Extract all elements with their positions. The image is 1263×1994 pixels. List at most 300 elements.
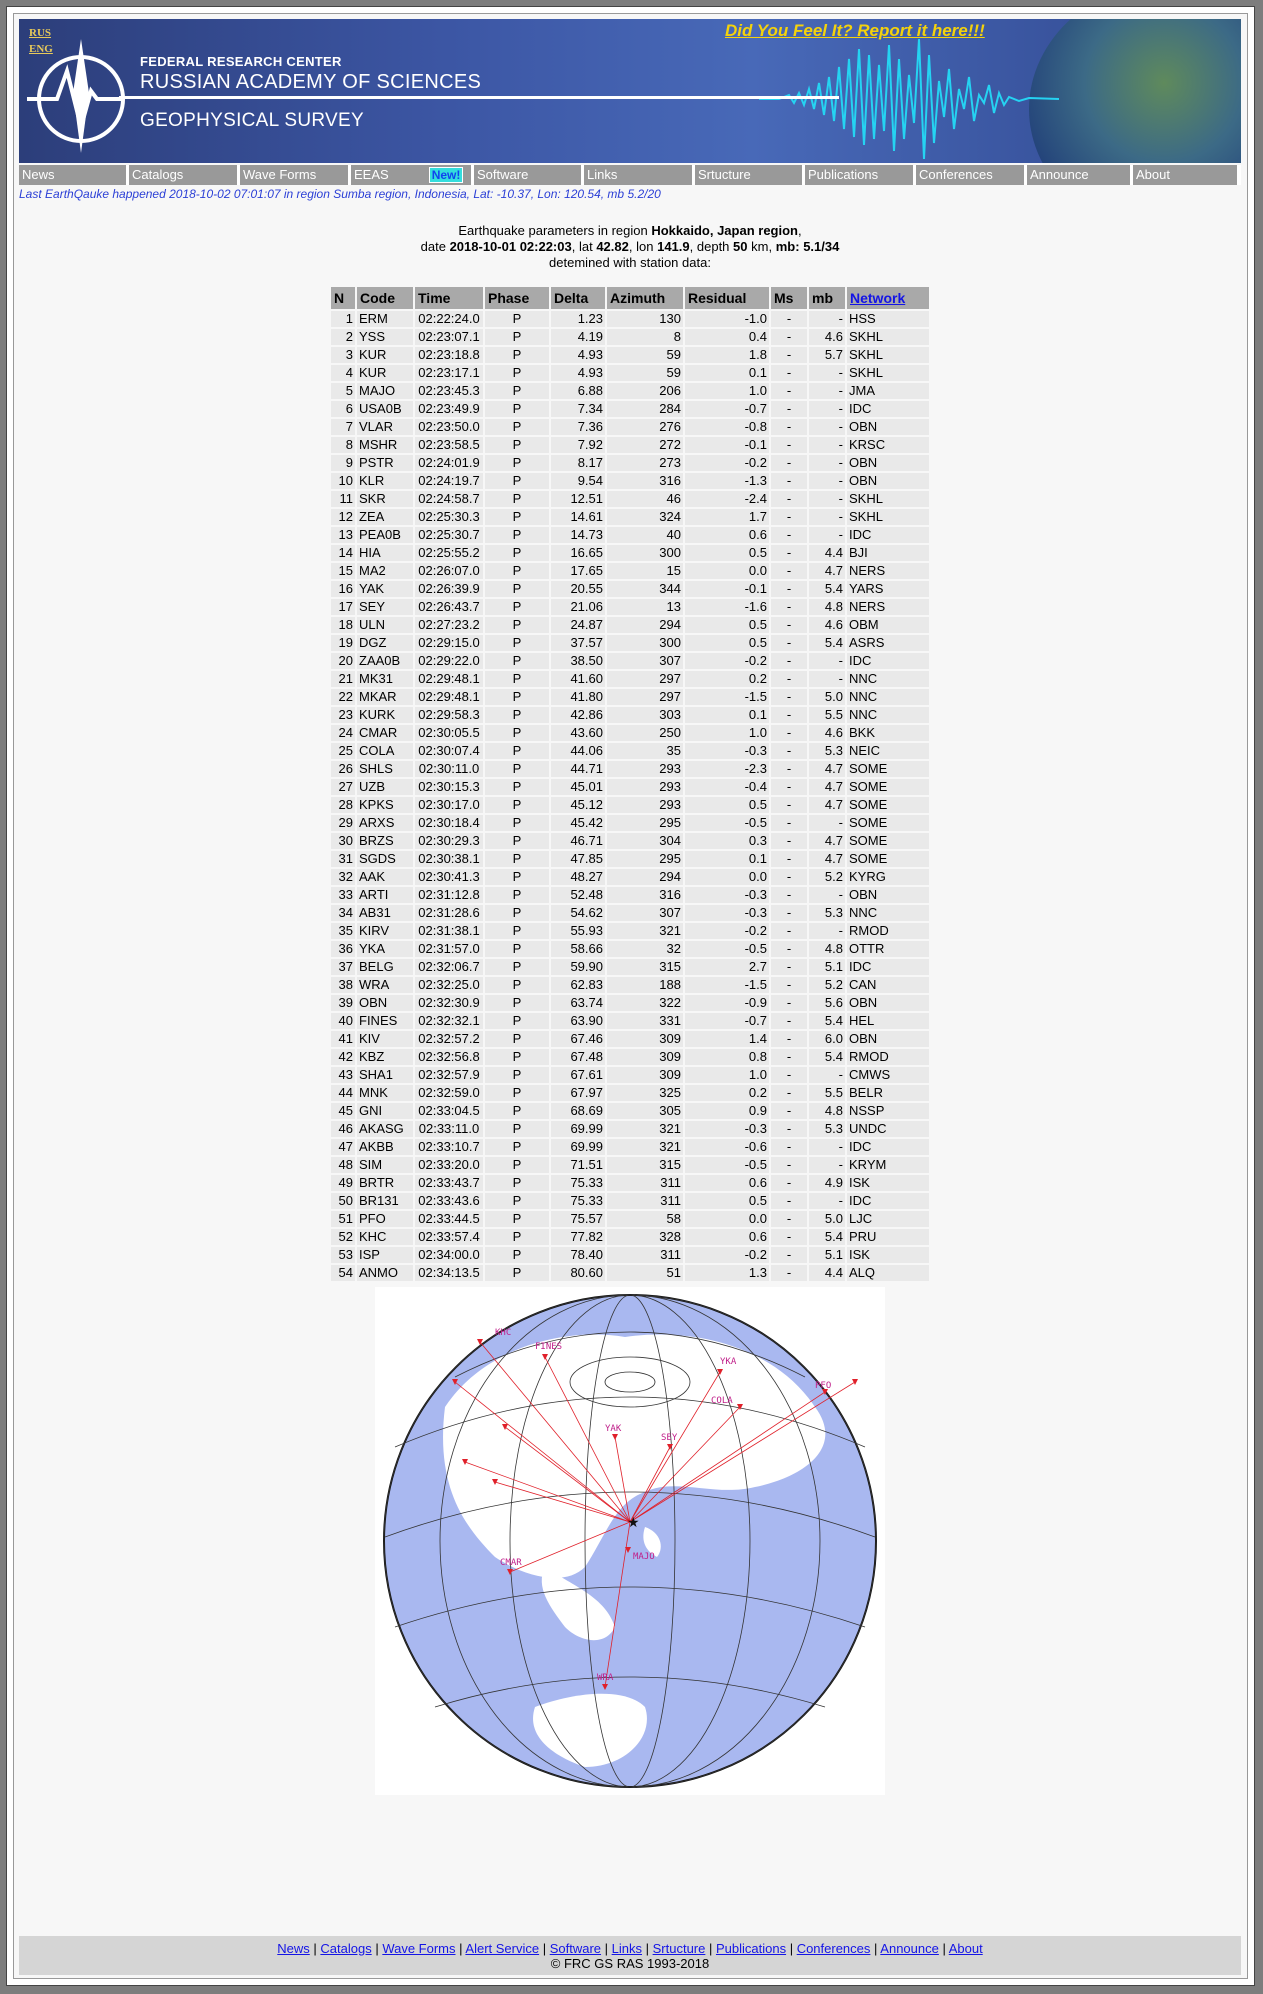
cell-delta: 59.90 (551, 959, 605, 975)
nav-structure[interactable]: Srtucture (695, 165, 802, 185)
cell-azimuth: 311 (607, 1193, 683, 1209)
nav-software[interactable]: Software (474, 165, 581, 185)
cell-phase: P (485, 1265, 549, 1281)
cell-delta: 67.46 (551, 1031, 605, 1047)
cell-mb: 5.2 (809, 869, 845, 885)
cell-mb: 5.6 (809, 995, 845, 1011)
cell-network: NEIC (847, 743, 929, 759)
col-code: Code (357, 287, 413, 309)
station-map (375, 1287, 885, 1795)
nav-about[interactable]: About (1133, 165, 1237, 185)
cell-ms: - (771, 1103, 807, 1119)
cell-network: ISK (847, 1247, 929, 1263)
nav-conferences[interactable]: Conferences (916, 165, 1024, 185)
footer-software[interactable]: Software (549, 1941, 602, 1956)
cell-delta: 62.83 (551, 977, 605, 993)
cell-residual: -1.3 (685, 473, 769, 489)
cell-ms: - (771, 563, 807, 579)
cell-code: MAJO (357, 383, 413, 399)
cell-time: 02:30:05.5 (415, 725, 483, 741)
cell-phase: P (485, 1157, 549, 1173)
cell-ms: - (771, 365, 807, 381)
cell-mb: - (809, 527, 845, 543)
cell-ms: - (771, 1139, 807, 1155)
table-row (331, 347, 929, 363)
cell-delta: 75.33 (551, 1193, 605, 1209)
cell-n: 28 (331, 797, 355, 813)
cell-mb: 5.5 (809, 1085, 845, 1101)
cell-mb: 4.6 (809, 329, 845, 345)
cell-time: 02:22:24.0 (415, 311, 483, 327)
cell-delta: 69.99 (551, 1121, 605, 1137)
table-row (331, 509, 929, 525)
cell-residual: 2.7 (685, 959, 769, 975)
cell-time: 02:33:20.0 (415, 1157, 483, 1173)
cell-time: 02:33:44.5 (415, 1211, 483, 1227)
cell-residual: -0.8 (685, 419, 769, 435)
table-row (331, 545, 929, 561)
table-row (331, 1265, 929, 1281)
cell-time: 02:25:30.3 (415, 509, 483, 525)
col-phase: Phase (485, 287, 549, 309)
cell-time: 02:31:38.1 (415, 923, 483, 939)
network-sort-link[interactable]: Network (850, 290, 906, 306)
cell-residual: 0.1 (685, 851, 769, 867)
cell-delta: 38.50 (551, 653, 605, 669)
cell-phase: P (485, 1121, 549, 1137)
cell-code: ZEA (357, 509, 413, 525)
cell-mb: - (809, 887, 845, 903)
cell-ms: - (771, 1247, 807, 1263)
cell-residual: 1.7 (685, 509, 769, 525)
table-row (331, 905, 929, 921)
cell-network: UNDC (847, 1121, 929, 1137)
cell-mb: - (809, 1139, 845, 1155)
cell-delta: 78.40 (551, 1247, 605, 1263)
cell-phase: P (485, 383, 549, 399)
cell-ms: - (771, 815, 807, 831)
nav-publications[interactable]: Publications (805, 165, 913, 185)
cell-time: 02:33:10.7 (415, 1139, 483, 1155)
cell-mb: 4.7 (809, 779, 845, 795)
footer-news[interactable]: News (277, 1941, 310, 1956)
cell-mb: 4.9 (809, 1175, 845, 1191)
cell-n: 15 (331, 563, 355, 579)
cell-time: 02:30:15.3 (415, 779, 483, 795)
lat-label: lat (578, 239, 593, 254)
cell-phase: P (485, 437, 549, 453)
cell-time: 02:23:07.1 (415, 329, 483, 345)
nav-wave-forms[interactable]: Wave Forms (240, 165, 348, 185)
cell-ms: - (771, 941, 807, 957)
table-row (331, 473, 929, 489)
cell-ms: - (771, 743, 807, 759)
cell-delta: 14.61 (551, 509, 605, 525)
cell-network: IDC (847, 1193, 929, 1209)
cell-time: 02:26:07.0 (415, 563, 483, 579)
cell-ms: - (771, 311, 807, 327)
cell-ms: - (771, 545, 807, 561)
cell-residual: -0.5 (685, 1157, 769, 1173)
cell-network: NNC (847, 707, 929, 723)
cell-mb: - (809, 1193, 845, 1209)
cell-delta: 77.82 (551, 1229, 605, 1245)
cell-mb: 4.4 (809, 545, 845, 561)
table-row (331, 1193, 929, 1209)
cell-n: 44 (331, 1085, 355, 1101)
cell-delta: 21.06 (551, 599, 605, 615)
station-data-note: detemined with station data: (549, 255, 711, 270)
cell-residual: -0.7 (685, 1013, 769, 1029)
cell-azimuth: 13 (607, 599, 683, 615)
cell-time: 02:33:43.7 (415, 1175, 483, 1191)
cell-time: 02:32:06.7 (415, 959, 483, 975)
cell-ms: - (771, 437, 807, 453)
cell-n: 49 (331, 1175, 355, 1191)
nav-announce[interactable]: Announce (1027, 165, 1130, 185)
cell-phase: P (485, 527, 549, 543)
cell-delta: 12.51 (551, 491, 605, 507)
inner-frame (13, 13, 1248, 1979)
map-label-yak: YAK (605, 1424, 622, 1434)
lang-rus-link[interactable]: RUS (29, 27, 52, 39)
cell-azimuth: 303 (607, 707, 683, 723)
cell-azimuth: 8 (607, 329, 683, 345)
map-label-fines: FINES (535, 1342, 563, 1352)
cell-residual: -0.3 (685, 1121, 769, 1137)
footer-alert-service[interactable]: Alert Service (465, 1941, 540, 1956)
event-lon: 141.9 (657, 239, 690, 254)
cell-ms: - (771, 347, 807, 363)
cell-code: KUR (357, 365, 413, 381)
footer-conferences[interactable]: Conferences (796, 1941, 871, 1956)
cell-network: NNC (847, 689, 929, 705)
cell-mb: 5.3 (809, 1121, 845, 1137)
table-row (331, 815, 929, 831)
cell-network: JMA (847, 383, 929, 399)
cell-azimuth: 309 (607, 1067, 683, 1083)
cell-n: 9 (331, 455, 355, 471)
table-row (331, 635, 929, 651)
table-row (331, 491, 929, 507)
cell-mb: - (809, 815, 845, 831)
lang-eng-link[interactable]: ENG (29, 43, 53, 55)
cell-delta: 43.60 (551, 725, 605, 741)
cell-network: RMOD (847, 1049, 929, 1065)
cell-time: 02:23:49.9 (415, 401, 483, 417)
cell-code: YAK (357, 581, 413, 597)
cell-network: YARS (847, 581, 929, 597)
cell-azimuth: 294 (607, 869, 683, 885)
footer-structure[interactable]: Srtucture (652, 1941, 706, 1956)
cell-delta: 67.48 (551, 1049, 605, 1065)
footer-announce[interactable]: Announce (880, 1941, 939, 1956)
cell-delta: 69.99 (551, 1139, 605, 1155)
cell-n: 51 (331, 1211, 355, 1227)
cell-phase: P (485, 887, 549, 903)
cell-azimuth: 250 (607, 725, 683, 741)
cell-network: HSS (847, 311, 929, 327)
cell-mb: - (809, 383, 845, 399)
table-row (331, 419, 929, 435)
cell-ms: - (771, 383, 807, 399)
date-label: date (420, 239, 446, 254)
cell-azimuth: 321 (607, 923, 683, 939)
cell-phase: P (485, 851, 549, 867)
cell-ms: - (771, 1049, 807, 1065)
cell-network: OBN (847, 995, 929, 1011)
cell-mb: 5.1 (809, 959, 845, 975)
cell-n: 1 (331, 311, 355, 327)
cell-code: DGZ (357, 635, 413, 651)
col-network[interactable] (847, 287, 929, 309)
cell-phase: P (485, 1229, 549, 1245)
cell-network: LJC (847, 1211, 929, 1227)
cell-network: CAN (847, 977, 929, 993)
cell-azimuth: 307 (607, 653, 683, 669)
nav-eeas[interactable] (351, 165, 471, 185)
cell-residual: 0.5 (685, 617, 769, 633)
cell-code: COLA (357, 743, 413, 759)
cell-time: 02:32:57.2 (415, 1031, 483, 1047)
cell-code: MNK (357, 1085, 413, 1101)
cell-azimuth: 300 (607, 635, 683, 651)
table-row (331, 1013, 929, 1029)
cell-code: GNI (357, 1103, 413, 1119)
cell-residual: -0.2 (685, 455, 769, 471)
cell-phase: P (485, 1193, 549, 1209)
cell-time: 02:24:58.7 (415, 491, 483, 507)
cell-phase: P (485, 1013, 549, 1029)
table-row (331, 761, 929, 777)
cell-residual: -0.6 (685, 1139, 769, 1155)
cell-network: BKK (847, 725, 929, 741)
table-row (331, 959, 929, 975)
cell-phase: P (485, 833, 549, 849)
cell-residual: 0.5 (685, 635, 769, 651)
cell-time: 02:23:50.0 (415, 419, 483, 435)
cell-delta: 7.34 (551, 401, 605, 417)
cell-code: VLAR (357, 419, 413, 435)
footer-links-link[interactable]: Links (611, 1941, 642, 1956)
map-label-khc: KHC (495, 1328, 512, 1338)
cell-mb: 5.7 (809, 347, 845, 363)
cell-delta: 46.71 (551, 833, 605, 849)
cell-time: 02:30:17.0 (415, 797, 483, 813)
cell-azimuth: 305 (607, 1103, 683, 1119)
cell-delta: 80.60 (551, 1265, 605, 1281)
cell-phase: P (485, 1175, 549, 1191)
footer-publications[interactable]: Publications (715, 1941, 787, 1956)
nav-catalogs[interactable]: Catalogs (129, 165, 237, 185)
table-row (331, 1229, 929, 1245)
new-badge: New! (429, 167, 464, 183)
cell-azimuth: 331 (607, 1013, 683, 1029)
table-row (331, 1103, 929, 1119)
cell-network: OBN (847, 419, 929, 435)
cell-residual: -0.3 (685, 905, 769, 921)
cell-ms: - (771, 977, 807, 993)
report-felt-link[interactable]: Did You Feel It? Report it here!!! (725, 21, 985, 40)
cell-ms: - (771, 419, 807, 435)
cell-phase: P (485, 653, 549, 669)
cell-residual: -0.9 (685, 995, 769, 1011)
cell-ms: - (771, 527, 807, 543)
cell-mb: 5.5 (809, 707, 845, 723)
cell-mb: 4.6 (809, 617, 845, 633)
cell-residual: -0.1 (685, 437, 769, 453)
cell-code: KHC (357, 1229, 413, 1245)
cell-azimuth: 325 (607, 1085, 683, 1101)
cell-delta: 67.97 (551, 1085, 605, 1101)
cell-azimuth: 328 (607, 1229, 683, 1245)
cell-code: SEY (357, 599, 413, 615)
cell-network: CMWS (847, 1067, 929, 1083)
cell-residual: -0.2 (685, 653, 769, 669)
cell-n: 43 (331, 1067, 355, 1083)
table-row (331, 869, 929, 885)
footer-catalogs[interactable]: Catalogs (320, 1941, 372, 1956)
cell-network: SKHL (847, 329, 929, 345)
cell-residual: 0.3 (685, 833, 769, 849)
cell-residual: 0.2 (685, 1085, 769, 1101)
map-label-yka: YKA (720, 1357, 737, 1367)
nav-eeas-label: EEAS (354, 167, 389, 182)
cell-time: 02:30:29.3 (415, 833, 483, 849)
cell-ms: - (771, 581, 807, 597)
cell-n: 52 (331, 1229, 355, 1245)
cell-network: NNC (847, 671, 929, 687)
cell-ms: - (771, 401, 807, 417)
cell-residual: 0.9 (685, 1103, 769, 1119)
svg-text:★: ★ (627, 1515, 640, 1531)
cell-ms: - (771, 509, 807, 525)
cell-code: BELG (357, 959, 413, 975)
cell-ms: - (771, 1175, 807, 1191)
cell-mb: 4.4 (809, 1265, 845, 1281)
cell-phase: P (485, 1103, 549, 1119)
footer-about[interactable]: About (948, 1941, 983, 1956)
cell-mb: 4.6 (809, 725, 845, 741)
cell-mb: - (809, 923, 845, 939)
table-row (331, 455, 929, 471)
cell-network: SKHL (847, 347, 929, 363)
table-row (331, 527, 929, 543)
org-line-survey: GEOPHYSICAL SURVEY (140, 110, 364, 131)
cell-azimuth: 35 (607, 743, 683, 759)
main-nav (19, 165, 1241, 185)
cell-n: 10 (331, 473, 355, 489)
cell-delta: 7.36 (551, 419, 605, 435)
cell-network: OBN (847, 887, 929, 903)
cell-delta: 54.62 (551, 905, 605, 921)
cell-phase: P (485, 905, 549, 921)
cell-n: 4 (331, 365, 355, 381)
table-row (331, 941, 929, 957)
cell-azimuth: 309 (607, 1049, 683, 1065)
cell-residual: -0.3 (685, 743, 769, 759)
cell-residual: -2.3 (685, 761, 769, 777)
cell-delta: 41.80 (551, 689, 605, 705)
cell-phase: P (485, 869, 549, 885)
cell-delta: 44.71 (551, 761, 605, 777)
cell-n: 11 (331, 491, 355, 507)
cell-network: IDC (847, 959, 929, 975)
cell-azimuth: 311 (607, 1247, 683, 1263)
table-row (331, 887, 929, 903)
cell-azimuth: 321 (607, 1121, 683, 1137)
cell-residual: -0.1 (685, 581, 769, 597)
cell-azimuth: 316 (607, 887, 683, 903)
table-row (331, 833, 929, 849)
cell-phase: P (485, 1139, 549, 1155)
cell-residual: 0.5 (685, 545, 769, 561)
station-table-body (331, 311, 929, 1281)
cell-n: 8 (331, 437, 355, 453)
cell-mb: 6.0 (809, 1031, 845, 1047)
table-row (331, 977, 929, 993)
cell-azimuth: 304 (607, 833, 683, 849)
nav-news[interactable]: News (19, 165, 126, 185)
cell-mb: 4.8 (809, 1103, 845, 1119)
footer-wave-forms[interactable]: Wave Forms (382, 1941, 456, 1956)
frc-logo-icon (27, 31, 127, 155)
col-residual: Residual (685, 287, 769, 309)
cell-mb: - (809, 455, 845, 471)
table-row (331, 743, 929, 759)
cell-n: 25 (331, 743, 355, 759)
cell-azimuth: 300 (607, 545, 683, 561)
cell-time: 02:30:41.3 (415, 869, 483, 885)
cell-phase: P (485, 545, 549, 561)
cell-azimuth: 59 (607, 365, 683, 381)
cell-network: SOME (847, 797, 929, 813)
cell-phase: P (485, 635, 549, 651)
table-row (331, 653, 929, 669)
cell-time: 02:23:18.8 (415, 347, 483, 363)
cell-mb: - (809, 437, 845, 453)
cell-n: 26 (331, 761, 355, 777)
cell-network: ASRS (847, 635, 929, 651)
nav-links[interactable]: Links (584, 165, 692, 185)
cell-code: YKA (357, 941, 413, 957)
table-row (331, 365, 929, 381)
cell-n: 30 (331, 833, 355, 849)
table-row (331, 581, 929, 597)
cell-time: 02:29:48.1 (415, 689, 483, 705)
cell-delta: 20.55 (551, 581, 605, 597)
cell-code: USA0B (357, 401, 413, 417)
cell-code: WRA (357, 977, 413, 993)
table-row (331, 1139, 929, 1155)
cell-residual: 0.8 (685, 1049, 769, 1065)
cell-mb: 5.0 (809, 689, 845, 705)
cell-n: 16 (331, 581, 355, 597)
cell-delta: 52.48 (551, 887, 605, 903)
page (19, 19, 1241, 1795)
cell-phase: P (485, 1085, 549, 1101)
cell-network: ISK (847, 1175, 929, 1191)
cell-phase: P (485, 419, 549, 435)
event-lat: 42.82 (596, 239, 629, 254)
cell-phase: P (485, 725, 549, 741)
cell-ms: - (771, 923, 807, 939)
cell-n: 47 (331, 1139, 355, 1155)
cell-delta: 16.65 (551, 545, 605, 561)
cell-code: AB31 (357, 905, 413, 921)
cell-residual: -2.4 (685, 491, 769, 507)
cell-code: KUR (357, 347, 413, 363)
